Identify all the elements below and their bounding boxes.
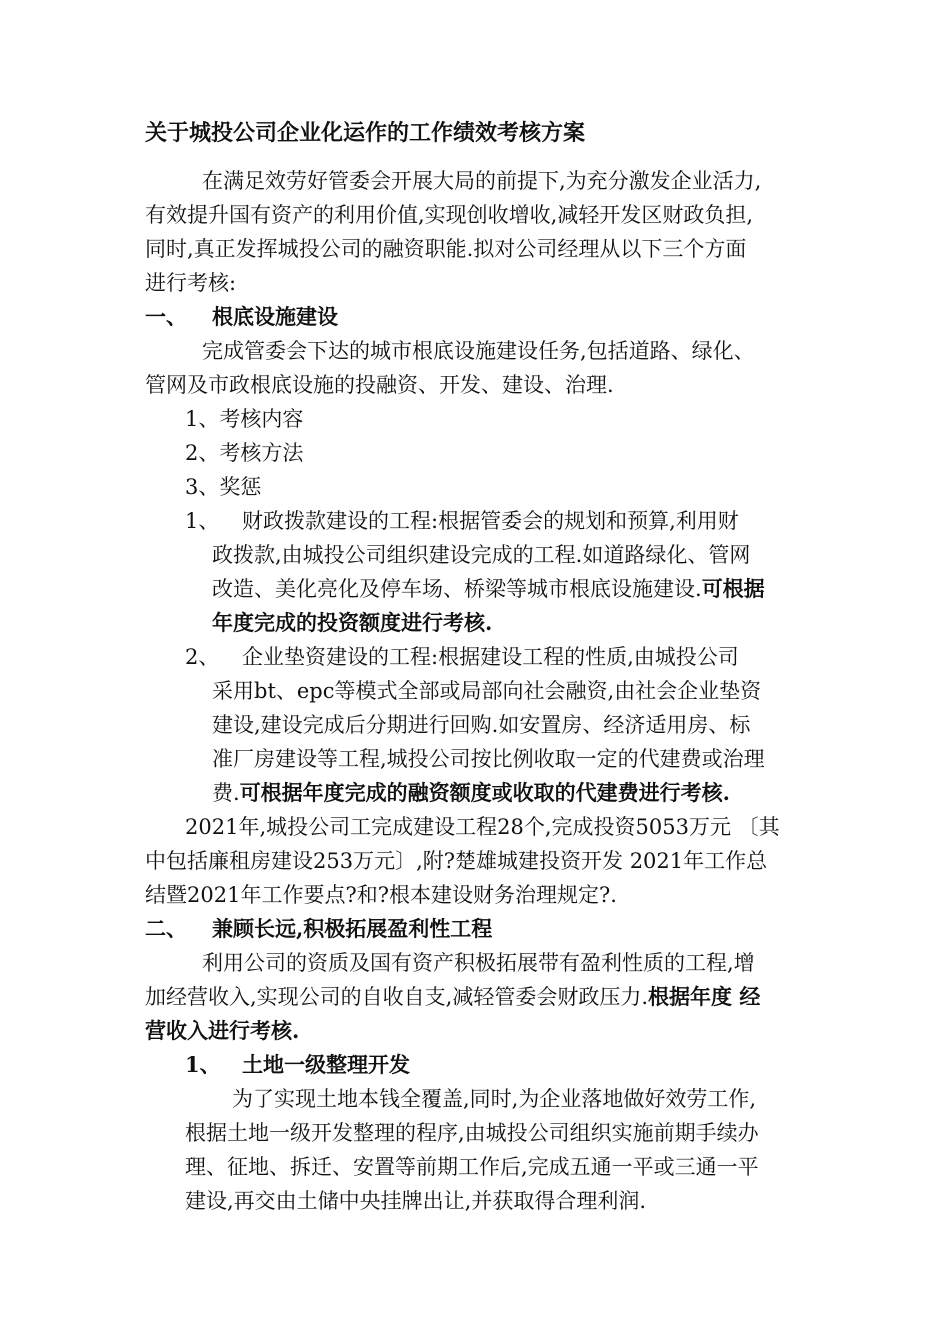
sub1-line-3: 理、征地、拆迁、安置等前期工作后,完成五通一平或三通一平	[185, 1155, 759, 1179]
item2-line-2: 采用bt、epc等模式全部或局部向社会融资,由社会企业垫资	[212, 679, 762, 703]
intro-line-4: 进行考核:	[145, 271, 237, 295]
sub1-line-2: 根据土地一级开发整理的程序,由城投公司组织实施前期手续办	[185, 1121, 759, 1145]
section1-para-line-2: 管网及市政根底设施的投融资、开发、建设、治理.	[145, 373, 614, 397]
summary-line-2: 中包括廉租房建设253万元〕,附?楚雄城建投资开发 2021年工作总	[145, 849, 768, 873]
item1-line-3-text: 改造、美化亮化及停车场、桥梁等城市根底设施建设.	[212, 577, 702, 601]
summary-line-1: 2021年,城投公司工完成建设工程28个,完成投资5053万元 〔其	[185, 815, 780, 839]
section1-para-line-1: 完成管委会下达的城市根底设施建设任务,包括道路、绿化、	[202, 339, 755, 363]
item2-line-3: 建设,建设完成后分期进行回购.如安置房、经济适用房、标	[212, 713, 751, 737]
item1-line-2: 政拨款,由城投公司组织建设完成的工程.如道路绿化、管网	[212, 543, 751, 567]
section1-number: 一、	[145, 304, 187, 329]
list-item-assessment-content: 1、考核内容	[185, 407, 304, 431]
item1-line-1: 财政拨款建设的工程:根据管委会的规划和预算,利用财	[242, 509, 739, 533]
item2-line-4: 准厂房建设等工程,城投公司按比例收取一定的代建费或治理	[212, 747, 765, 771]
sub1-line-1: 为了实现土地本钱全覆盖,同时,为企业落地做好效劳工作,	[232, 1087, 757, 1111]
summary-line-3: 结暨2021年工作要点?和?根本建设财务治理规定?.	[145, 883, 617, 907]
item2-line-5-text: 费.	[212, 781, 240, 805]
intro-line-2: 有效提升国有资产的利用价值,实现创收增收,减轻开发区财政负担,	[145, 203, 754, 227]
section2-para-line-2-bold: 根据年度 经	[648, 984, 761, 1009]
item2-line-5	[212, 778, 730, 808]
list-item-assessment-method: 2、考核方法	[185, 441, 304, 465]
item1-number: 1、	[185, 509, 220, 533]
section2-para-line-2	[145, 982, 760, 1012]
section2-para-line-1: 利用公司的资质及国有资产积极拓展带有盈利性质的工程,增	[202, 951, 755, 975]
item1-line-4: 年度完成的投资额度进行考核.	[212, 610, 493, 635]
intro-line-1: 在满足效劳好管委会开展大局的前提下,为充分激发企业活力,	[202, 169, 762, 193]
section2-para-line-3: 营收入进行考核.	[145, 1018, 300, 1043]
sub1-number: 1、	[185, 1052, 221, 1077]
list-item-rewards-penalties: 3、奖惩	[185, 475, 262, 499]
sub1-line-4: 建设,再交由土储中央挂牌出让,并获取得合理利润.	[185, 1189, 647, 1213]
sub1-heading: 土地一级整理开发	[242, 1052, 410, 1077]
item2-line-1: 企业垫资建设的工程:根据建设工程的性质,由城投公司	[242, 645, 739, 669]
item1-line-3	[212, 574, 765, 604]
item1-line-3-bold: 可根据	[701, 576, 765, 601]
section2-heading: 兼顾长远,积极拓展盈利性工程	[212, 916, 493, 941]
section2-number: 二、	[145, 916, 187, 941]
item2-number: 2、	[185, 645, 220, 669]
section2-para-line-2-text: 加经营收入,实现公司的自收自支,减轻管委会财政压力.	[145, 985, 649, 1009]
item2-line-5-bold: 可根据年度完成的融资额度或收取的代建费进行考核.	[239, 780, 730, 805]
intro-line-3: 同时,真正发挥城投公司的融资职能.拟对公司经理从以下三个方面	[145, 237, 747, 261]
section1-heading: 根底设施建设	[212, 304, 338, 329]
document-title: 关于城投公司企业化运作的工作绩效考核方案	[145, 120, 586, 146]
